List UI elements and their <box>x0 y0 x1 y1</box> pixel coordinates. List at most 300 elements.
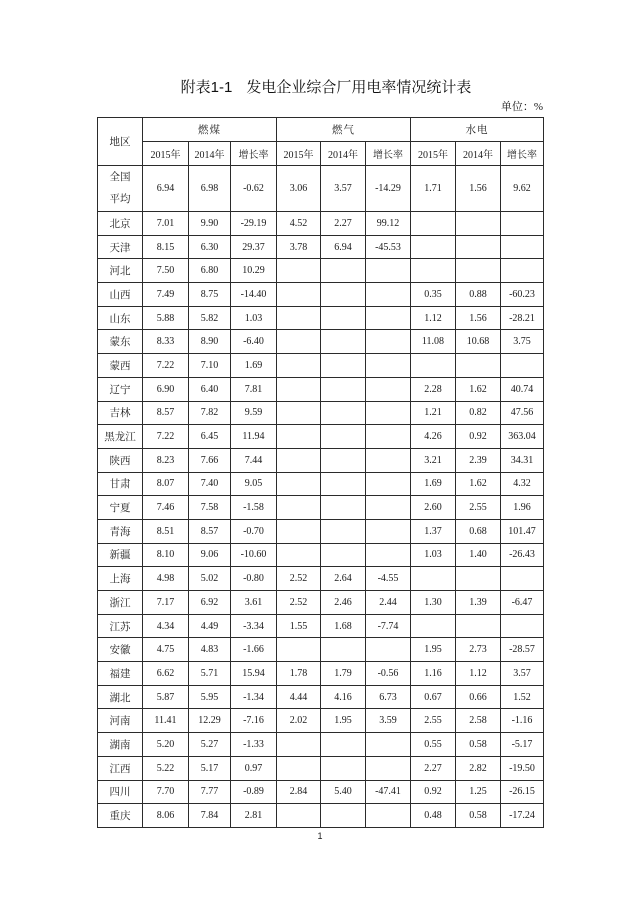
table-row <box>98 733 544 757</box>
gas-2014-cell: 1.95 <box>321 709 366 733</box>
gas-growth-cell <box>366 448 411 472</box>
hydro-2014-header: 2014年 <box>456 142 501 166</box>
hydro-2015-cell: 0.67 <box>411 685 456 709</box>
hydro-2014-cell: 0.58 <box>456 804 501 828</box>
region-cell: 四川 <box>98 780 143 804</box>
table-row <box>98 685 544 709</box>
region-cell: 蒙东 <box>98 330 143 354</box>
coal-growth-cell: 15.94 <box>231 662 277 686</box>
table-row <box>98 543 544 567</box>
header-row-groups <box>98 118 544 142</box>
table-row <box>98 425 544 449</box>
hydro-2014-cell: 1.56 <box>456 306 501 330</box>
hydro-2014-cell: 0.88 <box>456 283 501 307</box>
gas-2015-cell <box>277 306 321 330</box>
coal-2015-cell: 8.07 <box>143 472 189 496</box>
coal-growth-cell: 11.94 <box>231 425 277 449</box>
hydro-2014-cell <box>456 259 501 283</box>
hydro-growth-cell: 4.32 <box>501 472 544 496</box>
group-header-gas: 燃气 <box>277 118 411 142</box>
coal-2014-cell: 6.80 <box>189 259 231 283</box>
hydro-2014-cell: 1.40 <box>456 543 501 567</box>
coal-growth-cell: -7.16 <box>231 709 277 733</box>
region-cell: 全国 平均 <box>98 166 143 212</box>
hydro-2014-cell: 0.92 <box>456 425 501 449</box>
region-cell: 陕西 <box>98 448 143 472</box>
gas-2014-cell <box>321 756 366 780</box>
table-row <box>98 306 544 330</box>
gas-2015-cell: 2.52 <box>277 567 321 591</box>
table-row <box>98 614 544 638</box>
hydro-2014-cell: 2.58 <box>456 709 501 733</box>
gas-growth-cell: 99.12 <box>366 212 411 236</box>
gas-growth-cell <box>366 259 411 283</box>
hydro-2015-cell: 1.12 <box>411 306 456 330</box>
table-row <box>98 780 544 804</box>
hydro-growth-cell <box>501 567 544 591</box>
hydro-growth-cell: 101.47 <box>501 519 544 543</box>
gas-growth-cell: -7.74 <box>366 614 411 638</box>
hydro-growth-cell: 1.52 <box>501 685 544 709</box>
region-cell: 河北 <box>98 259 143 283</box>
hydro-2014-cell: 1.56 <box>456 166 501 212</box>
group-header-hydro: 水电 <box>411 118 544 142</box>
hydro-growth-cell: 40.74 <box>501 377 544 401</box>
hydro-growth-cell: 47.56 <box>501 401 544 425</box>
hydro-2015-cell: 0.92 <box>411 780 456 804</box>
coal-2015-cell: 8.23 <box>143 448 189 472</box>
gas-growth-cell <box>366 519 411 543</box>
hydro-2014-cell: 1.12 <box>456 662 501 686</box>
gas-2014-cell: 1.79 <box>321 662 366 686</box>
coal-growth-cell: 1.69 <box>231 354 277 378</box>
table-row <box>98 662 544 686</box>
coal-2015-cell: 8.10 <box>143 543 189 567</box>
region-header: 地区 <box>98 118 143 166</box>
coal-2014-cell: 9.90 <box>189 212 231 236</box>
coal-2014-cell: 7.82 <box>189 401 231 425</box>
hydro-growth-cell <box>501 259 544 283</box>
coal-2014-cell: 6.98 <box>189 166 231 212</box>
gas-2014-cell: 2.46 <box>321 591 366 615</box>
region-cell: 河南 <box>98 709 143 733</box>
hydro-2015-cell: 1.03 <box>411 543 456 567</box>
gas-2014-cell: 5.40 <box>321 780 366 804</box>
page-number: 1 <box>317 831 323 841</box>
coal-growth-cell: -10.60 <box>231 543 277 567</box>
gas-2014-cell: 1.68 <box>321 614 366 638</box>
gas-2015-cell: 3.78 <box>277 235 321 259</box>
coal-growth-cell: -0.70 <box>231 519 277 543</box>
hydro-2014-cell: 0.58 <box>456 733 501 757</box>
table-row <box>98 212 544 236</box>
table-number: 附表1-1 <box>180 79 233 96</box>
coal-2014-cell: 6.40 <box>189 377 231 401</box>
hydro-growth-cell: 363.04 <box>501 425 544 449</box>
gas-growth-header: 增长率 <box>366 142 411 166</box>
hydro-growth-cell: -28.21 <box>501 306 544 330</box>
hydro-2014-cell: 2.73 <box>456 638 501 662</box>
hydro-2015-cell: 1.71 <box>411 166 456 212</box>
coal-2014-cell: 7.10 <box>189 354 231 378</box>
gas-growth-cell <box>366 756 411 780</box>
coal-2014-cell: 7.40 <box>189 472 231 496</box>
region-cell: 青海 <box>98 519 143 543</box>
coal-2015-cell: 8.51 <box>143 519 189 543</box>
gas-growth-cell <box>366 306 411 330</box>
hydro-growth-cell: -6.47 <box>501 591 544 615</box>
coal-2015-cell: 6.62 <box>143 662 189 686</box>
gas-2014-cell <box>321 543 366 567</box>
gas-2015-cell: 1.55 <box>277 614 321 638</box>
hydro-2014-cell: 0.66 <box>456 685 501 709</box>
coal-growth-cell: -0.80 <box>231 567 277 591</box>
coal-growth-cell: 10.29 <box>231 259 277 283</box>
table-row <box>98 756 544 780</box>
gas-2014-cell: 6.94 <box>321 235 366 259</box>
coal-2015-cell: 7.01 <box>143 212 189 236</box>
hydro-2015-cell: 1.95 <box>411 638 456 662</box>
gas-2015-cell <box>277 448 321 472</box>
gas-2015-cell <box>277 756 321 780</box>
coal-growth-cell: 7.81 <box>231 377 277 401</box>
hydro-growth-cell: -17.24 <box>501 804 544 828</box>
region-cell: 江西 <box>98 756 143 780</box>
hydro-growth-cell <box>501 235 544 259</box>
table-row <box>98 401 544 425</box>
table-row <box>98 283 544 307</box>
hydro-growth-cell: -26.43 <box>501 543 544 567</box>
table-row <box>98 591 544 615</box>
coal-2014-cell: 5.17 <box>189 756 231 780</box>
table-row <box>98 638 544 662</box>
hydro-2015-cell: 1.16 <box>411 662 456 686</box>
table-row <box>98 330 544 354</box>
coal-growth-cell: 0.97 <box>231 756 277 780</box>
gas-2014-cell: 3.57 <box>321 166 366 212</box>
table-row <box>98 496 544 520</box>
gas-growth-cell <box>366 472 411 496</box>
coal-2015-cell: 5.20 <box>143 733 189 757</box>
hydro-2014-cell <box>456 614 501 638</box>
region-cell: 上海 <box>98 567 143 591</box>
region-cell: 吉林 <box>98 401 143 425</box>
hydro-2015-cell <box>411 614 456 638</box>
table-row <box>98 448 544 472</box>
hydro-2015-cell: 0.48 <box>411 804 456 828</box>
hydro-2014-cell <box>456 235 501 259</box>
document-title <box>6 78 640 98</box>
hydro-growth-cell: 3.75 <box>501 330 544 354</box>
header-row-columns <box>98 142 544 166</box>
gas-growth-cell <box>366 377 411 401</box>
table-body <box>98 166 544 828</box>
gas-2014-cell <box>321 425 366 449</box>
gas-growth-cell: -4.55 <box>366 567 411 591</box>
gas-2015-cell <box>277 259 321 283</box>
coal-2014-cell: 8.57 <box>189 519 231 543</box>
gas-growth-cell <box>366 496 411 520</box>
gas-2015-cell <box>277 543 321 567</box>
coal-growth-cell: 3.61 <box>231 591 277 615</box>
region-cell: 山东 <box>98 306 143 330</box>
coal-2015-cell: 7.46 <box>143 496 189 520</box>
hydro-2015-cell: 2.55 <box>411 709 456 733</box>
coal-2015-cell: 4.75 <box>143 638 189 662</box>
coal-2014-header: 2014年 <box>189 142 231 166</box>
gas-growth-cell <box>366 425 411 449</box>
hydro-2015-cell <box>411 354 456 378</box>
hydro-growth-cell: 1.96 <box>501 496 544 520</box>
coal-2015-cell: 7.22 <box>143 425 189 449</box>
region-cell: 浙江 <box>98 591 143 615</box>
coal-growth-cell: 9.59 <box>231 401 277 425</box>
hydro-2015-cell <box>411 259 456 283</box>
table-row <box>98 235 544 259</box>
coal-2014-cell: 6.92 <box>189 591 231 615</box>
coal-growth-cell: -6.40 <box>231 330 277 354</box>
gas-growth-cell: 3.59 <box>366 709 411 733</box>
gas-2014-cell <box>321 259 366 283</box>
hydro-2014-cell: 1.62 <box>456 377 501 401</box>
coal-2015-cell: 5.22 <box>143 756 189 780</box>
hydro-2015-cell: 2.60 <box>411 496 456 520</box>
coal-2014-cell: 8.90 <box>189 330 231 354</box>
region-cell: 安徽 <box>98 638 143 662</box>
coal-growth-cell: 7.44 <box>231 448 277 472</box>
gas-2014-cell <box>321 377 366 401</box>
coal-2014-cell: 4.49 <box>189 614 231 638</box>
coal-2015-cell: 5.87 <box>143 685 189 709</box>
hydro-growth-cell: 34.31 <box>501 448 544 472</box>
gas-2015-cell <box>277 638 321 662</box>
gas-2015-cell <box>277 354 321 378</box>
gas-2015-cell <box>277 519 321 543</box>
gas-2014-cell: 2.27 <box>321 212 366 236</box>
table-header <box>98 118 544 166</box>
gas-growth-cell <box>366 733 411 757</box>
coal-2014-cell: 6.30 <box>189 235 231 259</box>
coal-2014-cell: 7.84 <box>189 804 231 828</box>
hydro-2015-cell: 4.26 <box>411 425 456 449</box>
gas-2015-cell: 2.84 <box>277 780 321 804</box>
gas-2014-header: 2014年 <box>321 142 366 166</box>
hydro-growth-cell: -19.50 <box>501 756 544 780</box>
hydro-2014-cell: 2.82 <box>456 756 501 780</box>
gas-2015-cell: 4.44 <box>277 685 321 709</box>
coal-2014-cell: 9.06 <box>189 543 231 567</box>
coal-2014-cell: 7.66 <box>189 448 231 472</box>
coal-growth-cell: -1.34 <box>231 685 277 709</box>
gas-growth-cell: -14.29 <box>366 166 411 212</box>
hydro-growth-cell: -1.16 <box>501 709 544 733</box>
hydro-growth-cell <box>501 614 544 638</box>
gas-2015-cell <box>277 472 321 496</box>
region-cell: 宁夏 <box>98 496 143 520</box>
coal-growth-cell: -0.62 <box>231 166 277 212</box>
coal-growth-cell: -0.89 <box>231 780 277 804</box>
table-row <box>98 709 544 733</box>
gas-growth-cell <box>366 543 411 567</box>
hydro-2015-cell: 0.35 <box>411 283 456 307</box>
region-cell: 北京 <box>98 212 143 236</box>
coal-2014-cell: 5.82 <box>189 306 231 330</box>
gas-2014-cell <box>321 330 366 354</box>
coal-growth-cell: -1.33 <box>231 733 277 757</box>
region-cell: 新疆 <box>98 543 143 567</box>
hydro-2014-cell: 1.62 <box>456 472 501 496</box>
hydro-growth-cell: 3.57 <box>501 662 544 686</box>
gas-growth-cell: -0.56 <box>366 662 411 686</box>
region-cell: 山西 <box>98 283 143 307</box>
hydro-2015-cell <box>411 567 456 591</box>
coal-2015-cell: 8.15 <box>143 235 189 259</box>
hydro-growth-cell: 9.62 <box>501 166 544 212</box>
hydro-2014-cell: 1.39 <box>456 591 501 615</box>
gas-2015-cell <box>277 283 321 307</box>
hydro-growth-cell: -5.17 <box>501 733 544 757</box>
gas-growth-cell: 6.73 <box>366 685 411 709</box>
gas-2015-cell <box>277 330 321 354</box>
table-row <box>98 519 544 543</box>
coal-2014-cell: 12.29 <box>189 709 231 733</box>
coal-growth-cell: 1.03 <box>231 306 277 330</box>
coal-growth-cell: -3.34 <box>231 614 277 638</box>
hydro-2015-cell: 1.69 <box>411 472 456 496</box>
coal-2015-cell: 8.33 <box>143 330 189 354</box>
gas-growth-cell <box>366 401 411 425</box>
region-cell: 重庆 <box>98 804 143 828</box>
hydro-growth-header: 增长率 <box>501 142 544 166</box>
coal-2015-cell: 6.90 <box>143 377 189 401</box>
hydro-growth-cell: -60.23 <box>501 283 544 307</box>
region-cell: 湖北 <box>98 685 143 709</box>
hydro-2014-cell <box>456 567 501 591</box>
coal-growth-cell: -14.40 <box>231 283 277 307</box>
hydro-2014-cell <box>456 354 501 378</box>
hydro-2014-cell: 0.82 <box>456 401 501 425</box>
table-row <box>98 377 544 401</box>
coal-2015-cell: 7.49 <box>143 283 189 307</box>
coal-2015-header: 2015年 <box>143 142 189 166</box>
gas-2014-cell <box>321 733 366 757</box>
table-row <box>98 567 544 591</box>
table-row <box>98 472 544 496</box>
coal-growth-cell: 2.81 <box>231 804 277 828</box>
gas-growth-cell <box>366 330 411 354</box>
coal-2015-cell: 8.57 <box>143 401 189 425</box>
gas-2014-cell <box>321 283 366 307</box>
gas-2014-cell <box>321 306 366 330</box>
table-row <box>98 259 544 283</box>
gas-growth-cell: 2.44 <box>366 591 411 615</box>
gas-2014-cell <box>321 401 366 425</box>
coal-2015-cell: 4.98 <box>143 567 189 591</box>
hydro-2014-cell: 10.68 <box>456 330 501 354</box>
hydro-2015-cell: 0.55 <box>411 733 456 757</box>
coal-2014-cell: 8.75 <box>189 283 231 307</box>
hydro-growth-cell <box>501 354 544 378</box>
coal-growth-cell: 29.37 <box>231 235 277 259</box>
gas-2015-cell: 2.52 <box>277 591 321 615</box>
coal-2014-cell: 5.02 <box>189 567 231 591</box>
coal-growth-cell: -1.66 <box>231 638 277 662</box>
gas-2014-cell <box>321 804 366 828</box>
hydro-2014-cell: 0.68 <box>456 519 501 543</box>
hydro-2015-cell: 1.21 <box>411 401 456 425</box>
coal-2015-cell: 7.70 <box>143 780 189 804</box>
hydro-growth-cell: -26.15 <box>501 780 544 804</box>
gas-growth-cell <box>366 354 411 378</box>
coal-2015-cell: 4.34 <box>143 614 189 638</box>
coal-2014-cell: 4.83 <box>189 638 231 662</box>
gas-growth-cell <box>366 283 411 307</box>
gas-2015-cell <box>277 496 321 520</box>
coal-2014-cell: 6.45 <box>189 425 231 449</box>
region-cell: 蒙西 <box>98 354 143 378</box>
coal-2015-cell: 8.06 <box>143 804 189 828</box>
coal-2015-cell: 7.17 <box>143 591 189 615</box>
hydro-2014-cell: 1.25 <box>456 780 501 804</box>
gas-2015-cell <box>277 377 321 401</box>
coal-2015-cell: 11.41 <box>143 709 189 733</box>
hydro-2014-cell: 2.39 <box>456 448 501 472</box>
coal-growth-cell: -29.19 <box>231 212 277 236</box>
table-row <box>98 354 544 378</box>
statistics-table <box>97 117 544 828</box>
coal-2014-cell: 7.77 <box>189 780 231 804</box>
hydro-2014-cell: 2.55 <box>456 496 501 520</box>
region-cell: 湖南 <box>98 733 143 757</box>
gas-2015-cell <box>277 804 321 828</box>
group-header-coal: 燃煤 <box>143 118 277 142</box>
gas-2015-header: 2015年 <box>277 142 321 166</box>
gas-growth-cell: -45.53 <box>366 235 411 259</box>
coal-2014-cell: 5.95 <box>189 685 231 709</box>
region-cell: 福建 <box>98 662 143 686</box>
gas-2014-cell: 2.64 <box>321 567 366 591</box>
unit-label: 单位：% <box>500 101 543 113</box>
coal-2014-cell: 5.71 <box>189 662 231 686</box>
region-cell: 天津 <box>98 235 143 259</box>
hydro-2015-cell: 1.37 <box>411 519 456 543</box>
table-row <box>98 804 544 828</box>
gas-2015-cell: 4.52 <box>277 212 321 236</box>
gas-growth-cell <box>366 804 411 828</box>
hydro-2015-cell <box>411 235 456 259</box>
gas-2014-cell <box>321 519 366 543</box>
hydro-2015-cell: 11.08 <box>411 330 456 354</box>
region-cell: 江苏 <box>98 614 143 638</box>
hydro-2014-cell <box>456 212 501 236</box>
hydro-growth-cell: -28.57 <box>501 638 544 662</box>
coal-2014-cell: 5.27 <box>189 733 231 757</box>
coal-growth-cell: -1.58 <box>231 496 277 520</box>
region-cell: 黑龙江 <box>98 425 143 449</box>
gas-2015-cell: 2.02 <box>277 709 321 733</box>
hydro-2015-cell: 2.27 <box>411 756 456 780</box>
gas-2015-cell <box>277 733 321 757</box>
gas-2015-cell <box>277 425 321 449</box>
coal-growth-header: 增长率 <box>231 142 277 166</box>
gas-2015-cell <box>277 401 321 425</box>
region-cell: 甘肃 <box>98 472 143 496</box>
hydro-2015-cell: 1.30 <box>411 591 456 615</box>
gas-2015-cell: 1.78 <box>277 662 321 686</box>
gas-growth-cell <box>366 638 411 662</box>
gas-2014-cell <box>321 448 366 472</box>
hydro-2015-cell <box>411 212 456 236</box>
